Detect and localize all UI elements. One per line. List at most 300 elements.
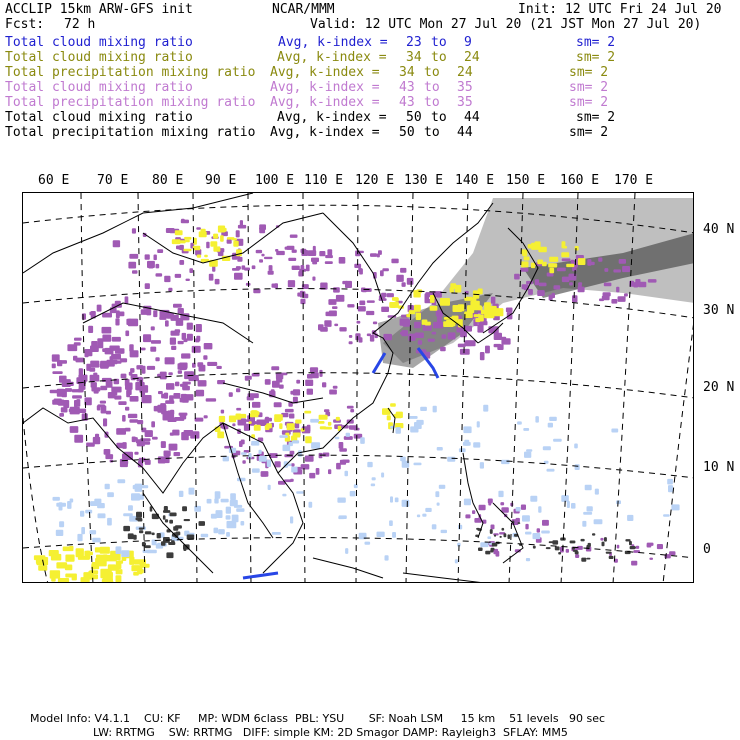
convection-cell xyxy=(106,411,111,415)
precip-cell xyxy=(217,432,224,439)
field-avg-label: Avg, k-index = xyxy=(277,110,387,125)
light-cloud-cell xyxy=(360,437,365,444)
convection-cell xyxy=(572,295,578,302)
deep-cloud-cell xyxy=(139,530,143,533)
field-k-to: 24 xyxy=(464,50,480,65)
convection-cell xyxy=(297,293,305,297)
field-k-to: 35 xyxy=(457,80,473,95)
precip-cell xyxy=(116,569,123,574)
field-smoothing: sm= 2 xyxy=(576,35,616,50)
convection-cell xyxy=(307,425,311,432)
precip-cell xyxy=(51,554,61,561)
deep-cloud-cell xyxy=(604,537,607,542)
convection-cell xyxy=(276,373,283,379)
light-cloud-cell xyxy=(595,489,599,495)
convection-cell xyxy=(501,337,506,345)
deep-cloud-cell xyxy=(128,533,134,539)
convection-cell xyxy=(589,262,595,265)
convection-cell xyxy=(428,339,435,342)
convection-cell xyxy=(72,389,80,392)
field-smoothing: sm= 2 xyxy=(569,65,609,80)
precip-cell xyxy=(204,255,208,258)
field-k-from: 50 xyxy=(399,125,415,140)
convection-cell xyxy=(396,275,404,282)
convection-cell xyxy=(137,420,143,424)
convection-cell xyxy=(104,449,111,455)
light-cloud-cell xyxy=(296,491,304,494)
light-cloud-cell xyxy=(372,477,376,480)
convection-cell xyxy=(105,454,113,459)
convection-cell xyxy=(288,280,295,287)
light-cloud-cell xyxy=(229,448,236,453)
deep-cloud-cell xyxy=(139,528,144,530)
convection-cell xyxy=(432,332,437,335)
precip-cell xyxy=(430,295,435,303)
convection-cell xyxy=(179,413,188,416)
deep-cloud-cell xyxy=(609,556,614,559)
light-cloud-cell xyxy=(575,464,580,470)
convection-cell xyxy=(168,418,177,422)
convection-cell xyxy=(604,268,608,272)
light-cloud-cell xyxy=(123,513,133,516)
convection-cell xyxy=(134,437,138,441)
light-cloud-cell xyxy=(395,498,399,503)
convection-cell xyxy=(325,255,333,258)
precip-cell xyxy=(58,578,69,583)
convection-cell xyxy=(293,389,300,395)
convection-cell xyxy=(359,301,365,306)
light-cloud-cell xyxy=(298,450,302,457)
convection-cell xyxy=(181,220,189,224)
convection-cell xyxy=(130,368,134,373)
convection-cell xyxy=(90,361,99,368)
field-to-word: to xyxy=(424,125,440,140)
convection-cell xyxy=(169,444,178,451)
light-cloud-cell xyxy=(487,536,491,539)
convection-cell xyxy=(479,505,486,510)
deep-cloud-cell xyxy=(558,552,561,555)
convection-cell xyxy=(129,254,138,259)
precip-cell xyxy=(414,305,421,312)
convection-cell xyxy=(74,338,82,341)
light-cloud-cell xyxy=(226,532,230,537)
light-cloud-cell xyxy=(543,446,551,450)
light-cloud-cell xyxy=(216,510,223,518)
deep-cloud-cell xyxy=(490,550,493,553)
convection-cell xyxy=(349,335,352,338)
field-avg-label: Avg, k-index = xyxy=(278,35,388,50)
convection-cell xyxy=(174,452,181,456)
light-cloud-cell xyxy=(92,538,100,543)
convection-cell xyxy=(102,327,112,334)
light-cloud-cell xyxy=(517,421,522,424)
convection-cell xyxy=(611,299,617,304)
light-cloud-cell xyxy=(310,419,319,423)
longitude-label: 140 E xyxy=(455,173,495,188)
light-cloud-cell xyxy=(498,491,503,497)
convection-cell xyxy=(347,406,354,409)
precip-cell xyxy=(528,244,532,248)
convection-cell xyxy=(165,320,169,326)
precip-cell xyxy=(274,418,281,423)
deep-cloud-cell xyxy=(586,558,590,560)
field-k-to: 24 xyxy=(457,65,473,80)
light-cloud-cell xyxy=(574,444,578,449)
convection-cell xyxy=(232,423,235,426)
convection-cell xyxy=(306,265,310,272)
convection-cell xyxy=(196,227,201,230)
light-cloud-cell xyxy=(385,555,389,560)
convection-cell xyxy=(365,288,372,292)
convection-cell xyxy=(649,558,653,560)
field-avg-label: Avg, k-index = xyxy=(270,65,380,80)
convection-cell xyxy=(292,250,297,253)
precip-cell xyxy=(175,230,183,235)
convection-cell xyxy=(142,366,146,374)
latitude-label: 0 xyxy=(703,542,711,557)
convection-cell xyxy=(164,276,170,282)
light-cloud-cell xyxy=(541,531,550,534)
light-cloud-cell xyxy=(553,439,562,442)
convection-cell xyxy=(336,295,345,302)
convection-cell xyxy=(196,324,202,332)
field-k-to: 44 xyxy=(464,110,480,125)
light-cloud-cell xyxy=(392,532,396,538)
deep-cloud-cell xyxy=(570,541,576,544)
light-cloud-cell xyxy=(346,433,350,437)
deep-cloud-cell xyxy=(170,513,177,517)
light-cloud-cell xyxy=(571,503,576,509)
deep-cloud-cell xyxy=(164,506,168,512)
light-cloud-cell xyxy=(90,501,100,506)
light-cloud-cell xyxy=(345,471,349,477)
longitude-label: 170 E xyxy=(614,173,654,188)
convection-cell xyxy=(158,456,166,463)
light-cloud-cell xyxy=(410,426,418,432)
convection-cell xyxy=(525,524,528,530)
deep-cloud-cell xyxy=(625,539,630,541)
precip-cell xyxy=(250,411,258,418)
convection-cell xyxy=(179,363,187,369)
light-cloud-cell xyxy=(402,500,410,507)
light-cloud-cell xyxy=(232,515,239,523)
convection-cell xyxy=(477,325,483,333)
convection-cell xyxy=(309,473,315,479)
convection-cell xyxy=(59,376,67,383)
convection-cell xyxy=(506,308,513,313)
precip-cell xyxy=(548,263,557,267)
convection-cell xyxy=(59,413,64,417)
light-cloud-cell xyxy=(236,508,244,512)
convection-cell xyxy=(448,332,456,339)
convection-cell xyxy=(259,227,265,233)
convection-cell xyxy=(340,460,346,465)
light-cloud-cell xyxy=(350,491,356,496)
convection-cell xyxy=(465,514,470,518)
convection-cell xyxy=(148,266,153,269)
field-k-to: 44 xyxy=(457,125,473,140)
convection-cell xyxy=(98,404,106,407)
light-cloud-cell xyxy=(585,485,592,491)
convection-cell xyxy=(244,268,250,271)
deep-cloud-cell xyxy=(161,541,166,545)
deep-cloud-cell xyxy=(500,536,502,538)
field-name: Total precipitation mixing ratio xyxy=(5,125,256,140)
precip-cell xyxy=(183,249,191,252)
precip-cell xyxy=(389,302,399,308)
light-cloud-cell xyxy=(259,456,267,462)
deep-cloud-cell xyxy=(184,519,190,521)
precip-cell xyxy=(279,423,282,429)
deep-cloud-cell xyxy=(502,528,505,531)
field-to-word: to xyxy=(424,80,440,95)
convection-cell xyxy=(310,367,318,372)
light-cloud-cell xyxy=(480,542,488,547)
convection-cell xyxy=(458,344,466,348)
convection-cell xyxy=(433,323,437,328)
convection-cell xyxy=(196,390,204,397)
deep-cloud-cell xyxy=(152,533,155,536)
convection-cell xyxy=(69,409,78,412)
precip-cell xyxy=(83,572,90,580)
convection-cell xyxy=(562,277,569,283)
convection-cell xyxy=(97,338,106,341)
convection-cell xyxy=(181,432,189,440)
precip-cell xyxy=(478,289,483,295)
deep-cloud-cell xyxy=(157,533,161,538)
convection-cell xyxy=(328,469,331,474)
light-cloud-cell xyxy=(390,496,393,502)
convection-cell xyxy=(633,282,638,287)
convection-cell xyxy=(554,285,561,289)
convection-cell xyxy=(241,440,245,445)
convection-cell xyxy=(647,543,654,546)
light-cloud-cell xyxy=(417,515,420,518)
light-cloud-cell xyxy=(525,532,532,535)
light-cloud-cell xyxy=(234,505,242,508)
convection-cell xyxy=(91,341,98,349)
light-cloud-cell xyxy=(501,460,509,464)
convection-cell xyxy=(151,340,161,344)
convection-cell xyxy=(268,271,274,275)
light-cloud-cell xyxy=(80,511,84,517)
convection-cell xyxy=(319,370,322,377)
light-cloud-cell xyxy=(425,508,431,512)
convection-cell xyxy=(408,334,416,341)
convection-cell xyxy=(380,270,384,276)
light-cloud-cell xyxy=(267,460,271,467)
light-cloud-cell xyxy=(548,423,553,428)
convection-cell xyxy=(557,268,566,272)
convection-cell xyxy=(494,333,502,340)
deep-cloud-cell xyxy=(165,519,168,522)
convection-cell xyxy=(271,389,275,393)
light-cloud-cell xyxy=(221,499,229,503)
convection-cell xyxy=(269,265,273,271)
convection-cell xyxy=(161,441,166,448)
light-cloud-cell xyxy=(526,558,530,561)
convection-cell xyxy=(301,265,305,270)
convection-cell xyxy=(613,269,621,272)
precip-cell xyxy=(522,250,527,257)
deep-cloud-cell xyxy=(573,550,578,552)
convection-cell xyxy=(657,544,663,549)
light-cloud-cell xyxy=(587,506,593,511)
light-cloud-cell xyxy=(354,484,358,488)
field-k-from: 23 xyxy=(406,35,422,50)
light-cloud-cell xyxy=(107,518,112,526)
longitude-label: 130 E xyxy=(404,173,444,188)
convection-cell xyxy=(313,246,316,252)
deep-cloud-cell xyxy=(602,542,605,547)
convection-cell xyxy=(572,267,577,271)
precip-cell xyxy=(213,246,220,251)
convection-cell xyxy=(121,374,127,379)
convection-cell xyxy=(122,415,126,422)
field-to-word: to xyxy=(431,110,447,125)
light-cloud-cell xyxy=(339,515,347,519)
light-cloud-cell xyxy=(241,452,247,455)
convection-cell xyxy=(500,502,504,505)
convection-cell xyxy=(154,255,157,261)
convection-cell xyxy=(400,332,404,335)
convection-cell xyxy=(171,331,180,336)
precip-cell xyxy=(233,241,238,247)
convection-cell xyxy=(236,266,241,270)
light-cloud-cell xyxy=(290,516,293,523)
light-cloud-cell xyxy=(226,507,231,514)
convection-cell xyxy=(204,343,213,349)
precip-cell xyxy=(324,427,332,430)
light-cloud-cell xyxy=(611,429,618,433)
convection-cell xyxy=(604,283,612,287)
convection-cell xyxy=(206,242,209,249)
convection-cell xyxy=(357,321,361,324)
light-cloud-cell xyxy=(367,462,372,467)
convection-cell xyxy=(178,370,182,374)
light-cloud-cell xyxy=(535,416,539,423)
convection-cell xyxy=(170,433,174,436)
convection-cell xyxy=(636,546,640,549)
convection-cell xyxy=(204,415,208,418)
meridian-line xyxy=(458,193,468,583)
light-cloud-cell xyxy=(272,532,281,535)
deep-cloud-cell xyxy=(163,515,166,520)
light-cloud-cell xyxy=(189,488,195,495)
precip-cell xyxy=(103,554,108,559)
convection-cell xyxy=(175,382,179,387)
field-k-from: 43 xyxy=(399,80,415,95)
field-to-word: to xyxy=(431,35,447,50)
model-info-line2: LW: RRTMG SW: RRTMG DIFF: simple KM: 2D Smagor DAMP: Rayleigh3 SFLAY: MM5 xyxy=(93,726,568,739)
convection-cell xyxy=(526,281,533,284)
deep-cloud-cell xyxy=(581,558,586,562)
convection-cell xyxy=(327,249,332,255)
light-cloud-cell xyxy=(237,478,246,482)
convection-cell xyxy=(319,251,325,256)
precip-cell xyxy=(304,411,311,414)
longitude-label: 110 E xyxy=(304,173,344,188)
convection-cell xyxy=(355,333,360,340)
convection-cell xyxy=(264,257,273,259)
light-cloud-cell xyxy=(90,530,97,534)
convection-cell xyxy=(116,428,126,435)
convection-cell xyxy=(164,393,168,399)
model-info-line1: Model Info: V4.1.1 CU: KF MP: WDM 6class PBL: YSU SF: Noah LSM 15 km 51 levels 90 sec xyxy=(30,712,606,725)
convection-cell xyxy=(171,346,176,350)
precip-cell xyxy=(475,318,480,322)
convection-cell xyxy=(271,366,279,370)
convection-cell xyxy=(407,278,414,285)
convection-cell xyxy=(195,338,200,342)
light-cloud-cell xyxy=(337,498,345,503)
precip-cell xyxy=(254,425,261,431)
precip-cell xyxy=(220,235,224,242)
precip-cell xyxy=(467,305,474,313)
convection-cell xyxy=(528,289,533,295)
light-cloud-cell xyxy=(432,524,437,529)
convection-cell xyxy=(274,402,282,407)
precip-cell xyxy=(249,421,252,424)
light-cloud-cell xyxy=(53,497,60,501)
convection-cell xyxy=(199,365,206,372)
light-cloud-cell xyxy=(215,491,221,499)
light-cloud-cell xyxy=(530,496,537,502)
deep-cloud-cell xyxy=(183,548,186,551)
convection-cell xyxy=(128,319,138,327)
light-cloud-cell xyxy=(381,473,384,478)
convection-cell xyxy=(115,318,119,325)
meridian-line xyxy=(663,313,694,583)
light-cloud-cell xyxy=(214,498,218,503)
light-cloud-cell xyxy=(594,519,603,524)
map-canvas xyxy=(23,193,694,583)
light-cloud-cell xyxy=(131,493,140,500)
light-cloud-cell xyxy=(85,510,92,514)
convection-cell xyxy=(329,390,337,395)
deep-cloud-cell xyxy=(182,506,187,511)
longitude-label: 70 E xyxy=(97,173,129,188)
precip-cell xyxy=(521,261,529,267)
convection-cell xyxy=(370,253,377,257)
precip-cell xyxy=(295,420,301,424)
convection-cell xyxy=(259,259,263,262)
convection-cell xyxy=(328,299,336,305)
convection-cell xyxy=(215,279,220,285)
convection-cell xyxy=(305,456,314,462)
convection-cell xyxy=(168,288,172,292)
convection-cell xyxy=(110,356,114,360)
convection-cell xyxy=(132,228,136,233)
convection-cell xyxy=(216,366,221,369)
convection-cell xyxy=(301,464,310,469)
convection-cell xyxy=(170,338,176,345)
convection-cell xyxy=(52,364,56,369)
light-cloud-cell xyxy=(458,525,462,530)
convection-cell xyxy=(542,520,549,526)
convection-cell xyxy=(57,360,62,366)
field-name: Total cloud mixing ratio xyxy=(5,35,193,50)
light-cloud-cell xyxy=(77,534,82,541)
light-cloud-cell xyxy=(291,467,297,473)
convection-cell xyxy=(638,282,646,287)
convection-cell xyxy=(539,283,547,287)
longitude-label: 150 E xyxy=(506,173,546,188)
convection-cell xyxy=(142,395,152,403)
precip-cell xyxy=(453,305,463,312)
light-cloud-cell xyxy=(522,515,530,521)
precip-cell xyxy=(474,314,481,317)
